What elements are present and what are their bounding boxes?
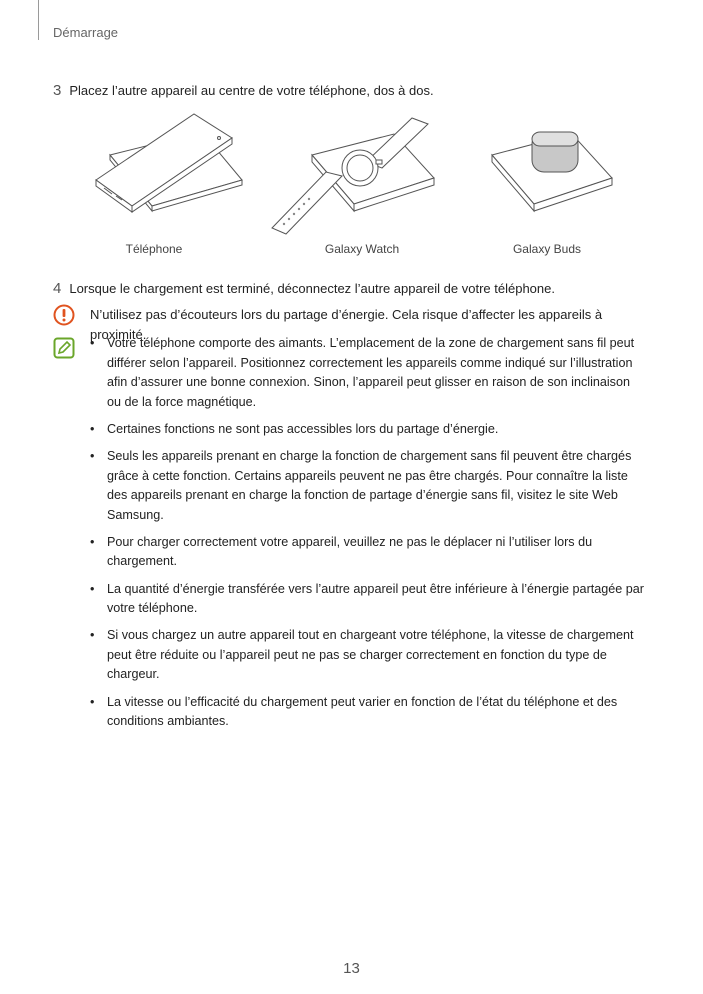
note-item: • La vitesse ou l’efficacité du chargement peut varier en fonction de l’état du téléphone et des conditions ambiantes. [90, 693, 646, 732]
step-text: Placez l’autre appareil au centre de votre téléphone, dos à dos. [69, 83, 434, 98]
step-3 [53, 82, 434, 99]
note-item: • Si vous chargez un autre appareil tout en chargeant votre téléphone, la vitesse de chargement peut être réduite ou l’appareil peut ne pas se charger correctement en fonction du type de chargeur. [90, 626, 646, 685]
note-item: • Pour charger correctement votre appareil, veuillez ne pas le déplacer ni l’utiliser lors du chargement. [90, 533, 646, 572]
warning-icon [53, 304, 75, 326]
watch-on-phone-illustration [262, 110, 452, 244]
warning-text: N’utilisez pas d’écouteurs lors du partage d’énergie. Cela risque d’affecter les appareils à proximité. [90, 307, 603, 342]
step-4 [53, 280, 555, 297]
phone-to-phone-illustration [92, 110, 252, 220]
section-title: Démarrage [53, 25, 119, 40]
note-item: • Certaines fonctions ne sont pas accessibles lors du partage d’énergie. [90, 420, 646, 440]
header-rule [38, 0, 39, 40]
step-number: 4 [53, 280, 62, 297]
note-icon [53, 337, 75, 359]
buds-on-phone-illustration [482, 110, 632, 220]
page-number: 13 [343, 960, 360, 977]
step-number: 3 [53, 82, 62, 99]
note-item: • La quantité d’énergie transférée vers l’autre appareil peut être inférieure à l’énergie partagée par votre téléphone. [90, 580, 646, 619]
caption-galaxy-buds: Galaxy Buds [512, 242, 582, 256]
caption-telephone: Téléphone [125, 242, 183, 256]
caption-galaxy-watch: Galaxy Watch [324, 242, 400, 256]
note-item: • Votre téléphone comporte des aimants. L’emplacement de la zone de chargement sans fil peut différer selon l’appareil. Positionnez correctement les appareils comme indiqué sur l’illustration afin d’assurer une bonne connexion. Sinon, l’appareil peut glisser en raison de son inclinaison ou de la force magnétique. [90, 334, 646, 412]
note-list [90, 334, 646, 739]
step-text: Lorsque le chargement est terminé, déconnectez l’autre appareil de votre téléphone. [69, 281, 555, 296]
note-item: • Seuls les appareils prenant en charge la fonction de chargement sans fil peuvent être chargés grâce à cette fonction. Certains appareils peuvent ne pas être chargés. Pour connaître la liste des appareils prenant en charge la fonction de partage d’énergie sans fil, visitez le site Web Samsung. [90, 447, 646, 525]
